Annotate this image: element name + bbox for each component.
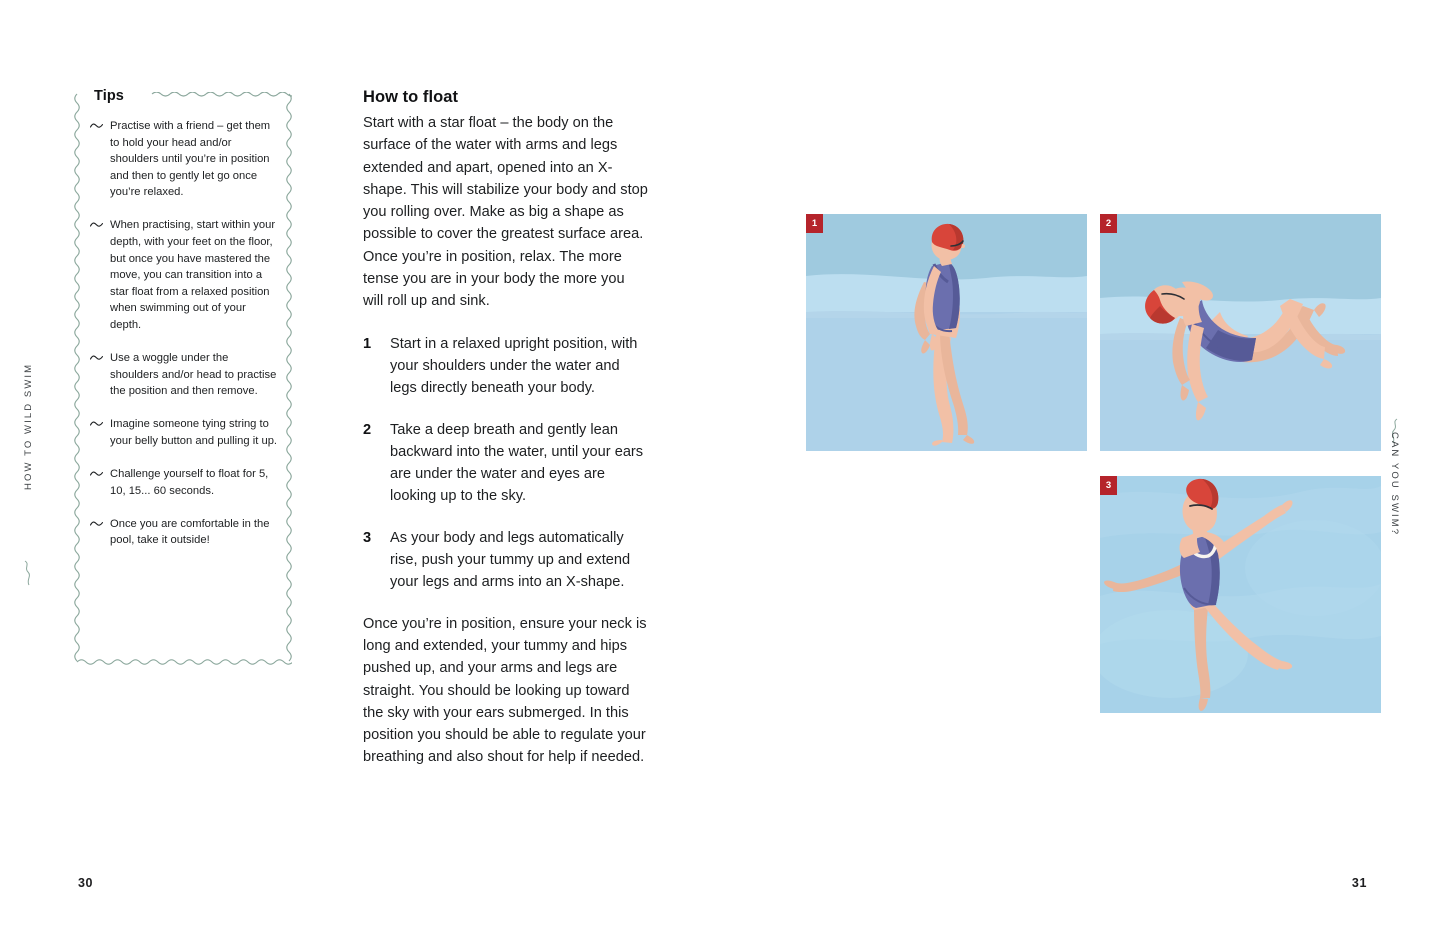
step-text: As your body and legs automatically rise, push your tummy up and extend your legs and arms into an X-shape. xyxy=(390,529,631,591)
tilde-dash-icon xyxy=(90,123,103,129)
tips-list xyxy=(90,118,280,565)
main-text-column xyxy=(363,88,648,789)
tip-text: Practise with a friend – get them to hold your head and/or shoulders until you’re in position and then to gently let go once you’re relaxed. xyxy=(110,120,271,199)
intro-paragraph: Start with a star float – the body on the surface of the water with arms and legs extended and apart, opened into an X-shape. This will stabilize your body and stop you rolling over. Make as big a shape as possible to cover the greatest surface area. Once you’re in position, relax. The more tense you are in your body the more you will roll up and sink. xyxy=(363,115,648,310)
tilde-dash-icon xyxy=(90,355,103,361)
step-item xyxy=(363,527,648,594)
illustration-panel-2 xyxy=(1100,214,1381,451)
tip-text: Challenge yourself to float for 5, 10, 15... 60 seconds. xyxy=(110,468,269,497)
step-item xyxy=(363,333,648,400)
tips-box xyxy=(74,88,292,665)
tip-text: When practising, start within your depth, with your feet on the floor, but once you have mastered the move, you can transition into a star float from a relaxed position when swimming out of your depth. xyxy=(110,219,276,332)
step-number: 3 xyxy=(363,529,372,546)
illustration-panel-1 xyxy=(806,214,1087,451)
panel-badge: 1 xyxy=(806,214,823,233)
page-title: How to float xyxy=(363,88,458,106)
page-number-left: 30 xyxy=(78,876,94,890)
step-number: 1 xyxy=(363,335,372,352)
panel-badge: 3 xyxy=(1100,476,1117,495)
step-text: Take a deep breath and gently lean backward into the water, until your ears are under the water and eyes are looking up to the sky. xyxy=(390,421,644,505)
tip-text: Once you are comfortable in the pool, take it outside! xyxy=(110,517,270,547)
page-number-right: 31 xyxy=(1351,876,1367,890)
tip-text: Imagine someone tying string to your belly button and pulling it up. xyxy=(110,418,278,447)
tilde-dash-icon xyxy=(90,471,103,477)
tip-item xyxy=(90,118,280,201)
swimmer-upright-illustration xyxy=(806,214,1087,451)
tips-title: Tips xyxy=(92,88,131,104)
step-number: 2 xyxy=(363,421,372,438)
tilde-dash-icon xyxy=(90,222,103,228)
running-head-left: HOW TO WILD SWIM xyxy=(23,362,34,490)
illustration-panel-3 xyxy=(1100,476,1381,713)
tip-item xyxy=(90,466,280,499)
tip-item xyxy=(90,350,280,400)
step-text: Start in a relaxed upright position, with your shoulders under the water and legs directly beneath your body. xyxy=(390,335,638,397)
running-head-right: CAN YOU SWIM? xyxy=(1389,432,1400,537)
running-head-squiggle-left xyxy=(23,560,33,586)
outro-paragraph: Once you’re in position, ensure your neck is long and extended, your tummy and hips pushed up, and your arms and legs are straight. You should be looking up toward the sky with your ears submerged. In this position you should be able to regulate your breathing and also shout for help if needed. xyxy=(363,615,647,766)
tip-item xyxy=(90,516,280,549)
panel-badge: 2 xyxy=(1100,214,1117,233)
swimmer-star-float-illustration xyxy=(1100,476,1381,713)
tip-item xyxy=(90,217,280,333)
tip-item xyxy=(90,416,280,449)
tilde-dash-icon xyxy=(90,521,103,527)
tip-text: Use a woggle under the shoulders and/or head to practise the position and then remove. xyxy=(110,352,277,398)
swimmer-leaning-back-illustration xyxy=(1100,214,1381,451)
step-item xyxy=(363,419,648,508)
tilde-dash-icon xyxy=(90,421,103,427)
numbered-steps-list xyxy=(363,333,648,594)
